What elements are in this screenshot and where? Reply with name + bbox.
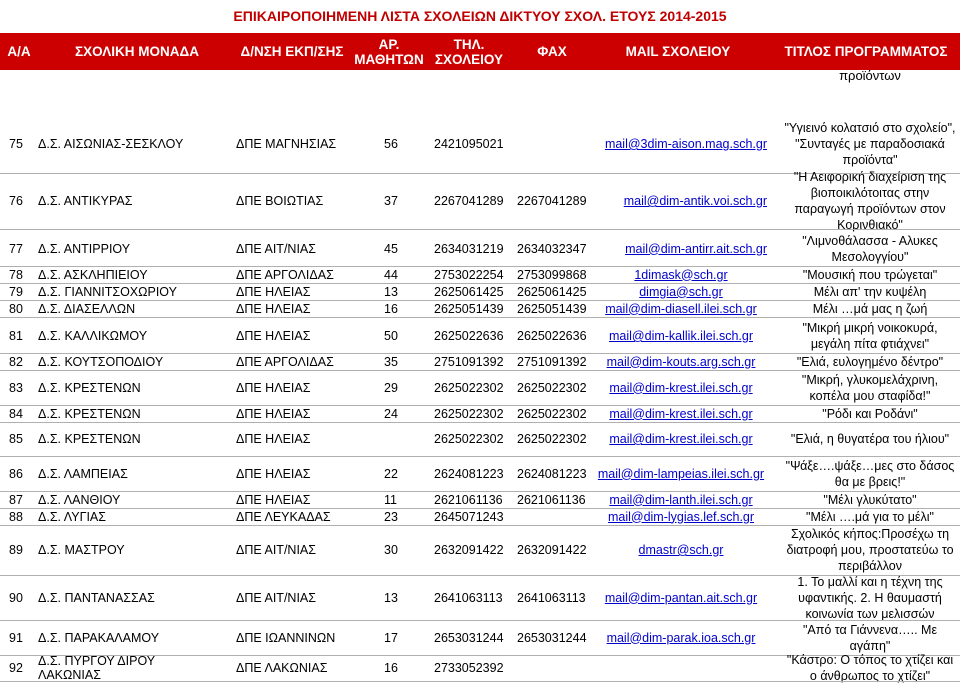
cell-fax: 2634032347 [517,241,587,256]
cell-school-name: Δ.Σ. ΚΟΥΤΣΟΠΟΔΙΟΥ [38,354,164,369]
cell-school-name: Δ.Σ. ΚΡΕΣΤΕΝΩΝ [38,380,141,395]
cell-id: 77 [9,241,23,256]
table-row [0,405,960,422]
cell-directorate: ΔΠΕ ΗΛΕΙΑΣ [236,466,311,481]
cell-school-name: Δ.Σ. ΑΣΚΛΗΠΙΕΙΟΥ [38,267,148,282]
cell-fax: 2653031244 [517,630,587,645]
cell-mail-link[interactable]: 1dimask@sch.gr [634,267,728,282]
cell-mail-link[interactable] [595,655,767,681]
cell-directorate: ΔΠΕ ΑΙΤ/ΝΙΑΣ [236,590,316,605]
header-phone [426,33,512,70]
cell-fax: 2625022302 [517,380,587,395]
table-row [0,170,960,232]
cell-students: 24 [384,406,398,421]
cell-students: 16 [384,301,398,316]
cell-program-title: "Μικρή, γλυκομελάχρινη, κοπέλα μου σταφίδα!" [801,372,939,403]
cell-fax: 2625061425 [517,284,587,299]
cell-phone: 2653031244 [434,630,504,645]
cell-fax: 2621061136 [517,492,586,507]
cell-school-name: Δ.Σ. ΛΑΜΠΕΙΑΣ [38,466,128,481]
header-phone-line1: ΤΗΛ. [453,36,485,52]
cell-id: 79 [9,284,23,299]
cell-mail-link[interactable]: mail@dim-diasell.ilei.sch.gr [605,301,757,316]
cell-directorate: ΔΠΕ ΗΛΕΙΑΣ [236,284,311,299]
cell-program-title: "Μέλι γλυκύτατο" [823,492,917,507]
cell-program-title: Μέλι …μά μας η ζωή [812,301,928,316]
cell-phone: 2753022254 [434,267,504,282]
header-fax: ΦΑΧ [537,44,567,59]
cell-phone: 2625022302 [434,432,504,446]
cell-program-title: "Ελιά, η θυγατέρα του ήλιου" [790,432,950,446]
cell-phone: 2733052392 [434,661,504,675]
cell-program-title: 1. Το μαλλί και η τέχνη της υφαντικής. 2. Η θαυμαστή κοινωνία των μελισσών [797,574,943,621]
row-separator [0,229,960,230]
cell-school-name: Δ.Σ. ΛΑΝΘΙΟΥ [38,492,121,507]
header-aa: Α/Α [7,44,31,59]
cell-mail-link[interactable]: dmastr@sch.gr [638,543,724,557]
cell-directorate: ΔΠΕ ΗΛΕΙΑΣ [236,301,311,316]
table-row [0,575,960,620]
table-row [0,491,960,508]
cell-id: 76 [9,194,23,208]
table-row [0,508,960,525]
cell-id: 92 [9,661,23,675]
cell-id: 84 [9,406,23,421]
cell-directorate: ΔΠΕ ΑΡΓΟΛΙΔΑΣ [236,267,334,282]
cell-students: 22 [384,466,398,481]
cell-phone: 2645071243 [434,509,504,524]
cell-fax: 2625022302 [517,432,587,446]
cell-students: 13 [384,284,398,299]
cell-phone: 2624081223 [434,466,504,481]
cell-fax: 2267041289 [517,194,587,208]
cell-students: 30 [384,543,398,557]
cell-mail-link[interactable]: mail@3dim-aison.mag.sch.gr [604,137,767,151]
cell-school-name: Δ.Σ. ΚΡΕΣΤΕΝΩΝ [38,432,141,446]
cell-school-name: Δ.Σ. ΛΥΓΙΑΣ [38,509,106,524]
cell-program-title: "Μουσική που τρώγεται" [802,267,938,282]
cell-program-title: "Λιμνοθάλασσα - Αλυκες Μεσολογγίου" [802,233,938,264]
cell-id: 88 [9,509,23,524]
cell-program-title: "Η Αειφορική διαχείριση της βιοποικιλότοιτας στην παραγωγή προϊόντων στον Κορινθιακό" [793,170,947,232]
table-row [0,115,960,173]
table-row [0,231,960,266]
cell-school-name: Δ.Σ. ΑΝΤΙΡΡΙΟΥ [38,241,131,256]
cell-students: 50 [384,329,398,343]
cell-students: 44 [384,267,398,282]
cell-school-name: Δ.Σ. ΚΑΛΛΙΚΩΜΟΥ [38,329,148,343]
cell-directorate: ΔΠΕ ΑΙΤ/ΝΙΑΣ [236,241,316,256]
cell-fax: 2625022636 [517,329,587,343]
cell-directorate: ΔΠΕ ΛΕΥΚΑΔΑΣ [236,509,331,524]
table-row [0,370,960,405]
cell-fax: 2751091392 [517,354,587,369]
cell-students: 11 [384,492,397,507]
cell-id: 90 [9,590,23,605]
cell-mail-link[interactable]: mail@dim-kallik.ilei.sch.gr [609,329,753,343]
cell-phone: 2625022302 [434,380,504,395]
table-row [0,422,960,456]
row-separator [0,681,960,682]
cell-school-name: Δ.Σ. ΔΙΑΣΕΛΛΩΝ [38,301,136,316]
cell-directorate: ΔΠΕ ΒΟΙΩΤΙΑΣ [236,194,324,208]
cell-students: 17 [384,630,398,645]
cell-students: 16 [384,661,398,675]
header-program-title: ΤΙΤΛΟΣ ΠΡΟΓΡΑΜΜΑΤΟΣ [784,44,948,59]
cell-fax: 2641063113 [517,590,586,605]
cell-fax: 2753099868 [517,267,587,282]
cell-phone: 2751091392 [434,354,504,369]
cell-mail-link[interactable]: mail@dim-krest.ilei.sch.gr [609,432,753,446]
cell-school-name: Δ.Σ. ΜΑΣΤΡΟΥ [38,543,125,557]
cell-fax: 2625022302 [517,406,587,421]
cell-mail-link[interactable]: mail@dim-antik.voi.sch.gr [623,194,767,208]
cell-directorate: ΔΠΕ ΗΛΕΙΑΣ [236,432,311,446]
cell-mail-link[interactable]: mail@dim-lanth.ilei.sch.gr [609,492,753,507]
cell-program-title: "Μέλι ….μά για το μέλι" [806,509,934,524]
cell-id: 81 [9,329,23,343]
cell-phone: 2267041289 [434,194,504,208]
cell-program-title: "Ρόδι και Ροδάνι" [822,406,918,421]
cell-id: 75 [9,137,23,151]
header-directorate: Δ/ΝΣΗ ΕΚΠ/ΣΗΣ [240,44,344,59]
cell-program-title: "Ψάξε….ψάξε…μες στο δάσος θα με βρεις!" [785,458,955,489]
cell-id: 83 [9,380,23,395]
table-row [0,655,960,681]
header-students-line2: ΜΑΘΗΤΩΝ [354,51,424,67]
cell-mail-link[interactable]: mail@dim-parak.ioa.sch.gr [606,630,756,645]
cell-phone: 2625051439 [434,301,504,316]
header-phone-line2: ΣΧΟΛΕΙΟΥ [434,51,504,67]
cell-students: 23 [384,509,398,524]
cell-mail-link[interactable]: mail@dim-antirr.ait.sch.gr [625,241,767,256]
cell-students: 35 [384,354,398,369]
cell-phone: 2625061425 [434,284,504,299]
table-row [0,266,960,283]
cell-students: 29 [384,380,398,395]
table-row [0,456,960,491]
cell-id: 80 [9,301,23,316]
cell-phone: 2625022302 [434,406,504,421]
table-row [0,283,960,300]
cell-mail-link[interactable]: mail@dim-krest.ilei.sch.gr [609,406,753,421]
cell-mail-link[interactable]: mail@dim-kouts.arg.sch.gr [606,354,756,369]
cell-program-title: "Κάστρο: Ο τόπος το χτίζει και ο άνθρωπος το χτίζει" [786,653,954,683]
cell-id: 91 [9,630,23,645]
cell-mail-link[interactable]: mail@dim-pantan.ait.sch.gr [604,590,758,605]
header-students-line1: ΑΡ. [378,36,400,52]
table-row [0,525,960,575]
cell-mail-link[interactable]: mail@dim-lampeias.ilei.sch.gr [597,466,765,481]
cell-students: 45 [384,241,398,256]
cell-school-name: Δ.Σ. ΠΑΝΤΑΝΑΣΣΑΣ [38,590,155,605]
table-row [0,300,960,317]
cell-program-title: Μέλι απ' την κυψέλη [813,284,927,299]
cell-students: 56 [384,137,398,151]
cell-directorate: ΔΠΕ ΗΛΕΙΑΣ [236,380,311,395]
cell-id: 78 [9,267,23,282]
table-header [0,33,960,70]
cell-program-title: "Μικρή μικρή νοικοκυρά, μεγάλη πίτα φτιάχνει" [802,321,938,351]
table-row [0,319,960,353]
cell-directorate: ΔΠΕ ΙΩΑΝΝΙΝΩΝ [236,630,336,645]
cell-school-name: Δ.Σ. ΓΙΑΝΝΙΤΣΟΧΩΡΙΟΥ [38,284,177,299]
cell-school-name: Δ.Σ. ΑΝΤΙΚΥΡΑΣ [38,194,133,208]
cell-program-title: "Υγιεινό κολατσιό στο σχολείο", "Συνταγές με παραδοσιακά προϊόντα" [784,121,956,167]
cell-id: 85 [9,432,23,446]
table-row [0,353,960,370]
carryover-text: προϊόντων [839,68,901,83]
cell-directorate: ΔΠΕ ΛΑΚΩΝΙΑΣ [236,661,328,675]
cell-id: 89 [9,543,23,557]
cell-id: 87 [9,492,23,507]
cell-fax: 2624081223 [517,466,587,481]
cell-directorate: ΔΠΕ ΜΑΓΝΗΣΙΑΣ [236,137,337,151]
cell-students: 13 [384,590,398,605]
cell-id: 86 [9,466,23,481]
cell-phone: 2632091422 [434,543,504,557]
table-row [0,620,960,655]
cell-directorate: ΔΠΕ ΑΡΓΟΛΙΔΑΣ [236,354,334,369]
cell-students: 37 [384,194,398,208]
cell-fax: 2632091422 [517,543,587,557]
cell-school-name: Δ.Σ. ΠΑΡΑΚΑΛΑΜΟΥ [38,630,160,645]
cell-phone: 2634031219 [434,241,504,256]
cell-phone: 2641063113 [434,590,503,605]
cell-mail-link[interactable]: mail@dim-krest.ilei.sch.gr [609,380,753,395]
cell-program-title: "Από τα Γιάννενα….. Με αγάπη" [802,622,938,653]
cell-phone: 2625022636 [434,329,504,343]
row-separator [0,317,960,318]
cell-fax: 2625051439 [517,301,587,316]
cell-directorate: ΔΠΕ ΗΛΕΙΑΣ [236,406,311,421]
cell-directorate: ΔΠΕ ΑΙΤ/ΝΙΑΣ [236,543,316,557]
cell-program-title: Σχολικός κήπος:Προσέχω τη διατροφή μου, προστατεύω το περιβάλλον [786,527,954,573]
cell-school-name: Δ.Σ. ΚΡΕΣΤΕΝΩΝ [38,406,141,421]
cell-school-name: Δ.Σ. ΠΥΡΓΟΥ ΔΙΡΟΥ ΛΑΚΩΝΙΑΣ [38,654,155,682]
cell-school-name: Δ.Σ. ΑΙΣΩΝΙΑΣ-ΣΕΣΚΛΟΥ [38,137,184,151]
header-students [352,33,426,70]
cell-phone: 2621061136 [434,492,503,507]
cell-id: 82 [9,354,23,369]
cell-mail-link[interactable]: mail@dim-lygias.lef.sch.gr [607,509,755,524]
cell-program-title: "Ελιά, ευλογημένο δέντρο" [796,354,944,369]
document-title: ΕΠΙΚΑΙΡΟΠΟΙΗΜΕΝΗ ΛΙΣΤΑ ΣΧΟΛΕΙΩΝ ΔΙΚΤΥΟΥ ΣΧΟΛ. ΕΤΟΥΣ 2014-2015 [0,0,960,33]
header-mail: MAIL ΣΧΟΛΕΙΟΥ [625,44,731,59]
cell-directorate: ΔΠΕ ΗΛΕΙΑΣ [236,492,311,507]
cell-directorate: ΔΠΕ ΗΛΕΙΑΣ [236,329,311,343]
cell-mail-link[interactable]: dimgia@sch.gr [639,284,723,299]
header-school: ΣΧΟΛΙΚΗ ΜΟΝΑΔΑ [75,44,199,59]
cell-phone: 2421095021 [434,137,504,151]
